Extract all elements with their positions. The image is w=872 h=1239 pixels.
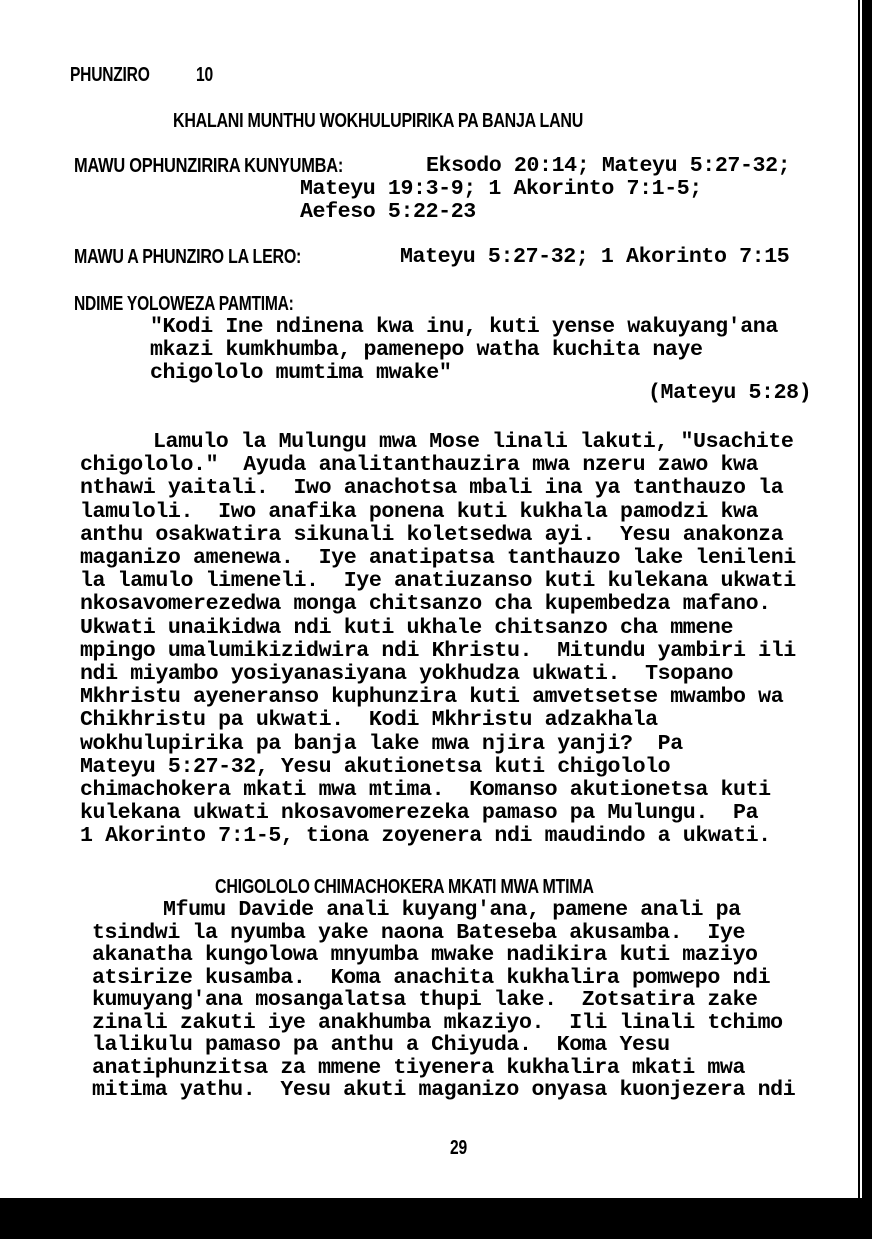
- memory-verse-line: mkazi kumkhumba, pamenepo watha kuchita naye: [150, 338, 703, 362]
- memory-verse-label: NDIME YOLOWEZA PAMTIMA:: [74, 293, 294, 315]
- memory-verse-reference: (Mateyu 5:28): [648, 381, 812, 405]
- paragraph-line: anthu osakwatira sikunali koletsedwa ayi. Yesu anakonza: [80, 522, 784, 547]
- lesson-header: [70, 64, 213, 87]
- home-reading-line: Mateyu 19:3-9; 1 Akorinto 7:1-5;: [300, 177, 702, 201]
- paragraph-line: 1 Akorinto 7:1-5, tiona zoyenera ndi maudindo a ukwati.: [80, 824, 771, 849]
- paragraph-line: la lamulo limeneli. Iye anatiuzanso kuti kulekana ukwati: [80, 569, 796, 594]
- paragraph-line: chigololo." Ayuda analitanthauzira mwa nzeru zawo kwa: [80, 453, 759, 478]
- page-number: 29: [450, 1137, 467, 1159]
- paragraph-line: Chikhristu pa ukwati. Kodi Mkhristu adzakhala: [80, 708, 658, 733]
- memory-verse-line: "Kodi Ine ndinena kwa inu, kuti yense wakuyang'ana: [150, 315, 778, 339]
- paragraph-line: maganizo amenewa. Iye anatipatsa tanthauzo lake lenileni: [80, 546, 796, 570]
- paragraph-line: ndi miyambo yosiyanasiyana yokhudza ukwati. Tsopano: [80, 662, 734, 686]
- paragraph-line: Lamulo la Mulungu mwa Mose linali lakuti, "Usachite: [153, 430, 794, 454]
- paragraph-line: lamuloli. Iwo anafika ponena kuti kukhala pamodzi kwa: [80, 499, 759, 524]
- paragraph-line: atsirize kusamba. Koma anachita kukhalira pomwepo ndi: [92, 965, 771, 990]
- home-reading-line: Aefeso 5:22-23: [300, 200, 476, 224]
- paragraph-line: kumuyang'ana mosangalatsa thupi lake. Zotsatira zake: [92, 988, 758, 1012]
- paragraph-line: Mkhristu ayeneranso kuphunzira kuti amvetsetse mwambo wa: [80, 685, 784, 710]
- memory-verse: [74, 293, 834, 413]
- paragraph-line: Ukwati unaikidwa ndi kuti ukhale chitsanzo cha mmene: [80, 615, 734, 640]
- home-reading-line: Eksodo 20:14; Mateyu 5:27-32;: [426, 154, 791, 178]
- paragraph-line: nkosavomerezedwa monga chitsanzo cha kupembedza mafano.: [80, 592, 771, 617]
- paragraph-line: tsindwi la nyumba yake naona Bateseba akusamba. Iye: [92, 920, 746, 945]
- paragraph-line: mitima yathu. Yesu akuti maganizo onyasa kuonjezera ndi: [92, 1078, 796, 1102]
- paragraph-line: lalikulu pamaso pa anthu a Chiyuda. Koma Yesu: [92, 1033, 670, 1057]
- paragraph-line: Mfumu Davide anali kuyang'ana, pamene anali pa: [163, 898, 741, 922]
- paragraph-line: Mateyu 5:27-32, Yesu akutionetsa kuti chigololo: [80, 754, 671, 779]
- home-reading-label: MAWU OPHUNZIRIRA KUNYUMBA:: [74, 155, 344, 177]
- section-2-title: CHIGOLOLO CHIMACHOKERA MKATI MWA MTIMA: [215, 876, 594, 898]
- home-reading: [74, 154, 834, 224]
- paragraph-line: wokhulupirika pa banja lake mwa njira yanji? Pa: [80, 731, 683, 756]
- memory-verse-line: chigololo mumtima mwake": [150, 361, 452, 385]
- paragraph-line: nthawi yaitali. Iwo anachotsa mbali ina ya tanthauzo la: [80, 476, 784, 501]
- scan-edge-bottom: [0, 1198, 872, 1239]
- today-reading-text: Mateyu 5:27-32; 1 Akorinto 7:15: [400, 245, 790, 269]
- page-title: KHALANI MUNTHU WOKHULUPIRIKA PA BANJA LANU: [173, 110, 584, 132]
- paragraph-2: [0, 899, 860, 1109]
- paragraph-line: anatiphunzitsa za mmene tiyenera kukhalira mkati mwa: [92, 1055, 746, 1080]
- lesson-number: 10: [196, 64, 213, 86]
- paragraph-line: mpingo umalumikizidwira ndi Khristu. Mitundu yambiri ili: [80, 638, 796, 663]
- paragraph-line: akanatha kungolowa mnyumba mwake nadikira kuti maziyo: [92, 943, 758, 967]
- today-reading-label: MAWU A PHUNZIRO LA LERO:: [74, 246, 302, 268]
- today-reading: [74, 246, 834, 269]
- paragraph-1: [0, 431, 860, 851]
- paragraph-line: chimachokera mkati mwa mtima. Komanso akutionetsa kuti: [80, 778, 771, 802]
- scan-edge-right: [862, 0, 872, 1198]
- paragraph-line: zinali zakuti iye anakhumba mkaziyo. Ili linali tchimo: [92, 1010, 783, 1035]
- paragraph-line: kulekana ukwati nkosavomerezeka pamaso pa Mulungu. Pa: [80, 801, 759, 826]
- lesson-label: PHUNZIRO: [70, 64, 150, 86]
